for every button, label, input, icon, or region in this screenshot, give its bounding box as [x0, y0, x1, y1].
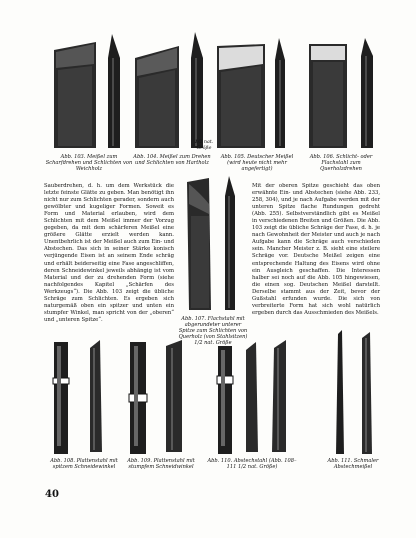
page-number: 40 — [45, 489, 59, 500]
right-text-column — [252, 183, 380, 317]
caption-fig-106: Abb. 106. Schlicht- oder Flachstahl zum Querholzdrehen — [309, 154, 373, 173]
figure-110-illustration — [210, 338, 300, 456]
caption-fig-111: Abb. 111. Schmaler Abstechmeißel — [327, 458, 379, 471]
figure-108-illustration — [48, 338, 114, 456]
figure-107-illustration — [183, 174, 243, 314]
caption-fig-108: Abb. 108. Plattenstahl mit spitzem Schneidewinkel — [50, 458, 118, 471]
figure-111-illustration — [328, 330, 378, 456]
figure-109-illustration — [122, 338, 192, 456]
caption-fig-110: Abb. 110. Abstechstahl (Abb. 108–111 1/2 nat. Größe) — [207, 458, 297, 471]
caption-fig-105: Abb. 105. Deutscher Meißel (wird heute nicht mehr angefertigt) — [220, 154, 294, 173]
caption-fig-104: Abb. 104. Meißel zum Drehen und Schlichten von Hartholz — [133, 154, 211, 167]
caption-fig-103: Abb. 103. Meißel zum Scharfdrehen und Schlichten von Weichholz — [45, 154, 133, 173]
left-column-paragraph: Sauberdrehen, d. h. um dem Werkstück die letzte feinste Glätte zu geben. Man benötigt ihn nicht nur zum Schlichten gerader, sondern auch gewölbter und kugeliger Formen. Soweit es Form und Material erlauben, wird dem Schlichten mit dem Meißel immer der Vorzug gegeben, da mit dem schärferen Meißel eine größere Glätte erzielt werden kann. Unentbehrlich ist der Meißel auch zum Ein- und Abstechen. Das sich in seiner Stärke konisch verjüngende Eisen ist an seinem Ende schräg und erhält beiderseitig eine Fase angeschliffen, deren Schneidewinkel jeweils abhängig ist vom Material und der zu drehenden Form (siehe nachfolgendes Kapitel „Schärfen des Werkzeugs“). Die Abb. 103 zeigt die übliche Schräge zum Schlichten. Es ergeben sich naturgemäß oben ein spitzer und unten ein stumpfer Winkel, man spricht von der „oberen“ und „unteren Spitze“. — [44, 183, 174, 323]
figure-105-illustration — [215, 24, 297, 152]
caption-fig-107: Abb. 107. Flachstahl mit abgerundeter unterer Spitze zum Schlichten von Querholz (von Stahlsitzen) 1/2 nat. Größe — [178, 316, 248, 347]
caption-fig-104-scale: 1/2 nat. Größe — [194, 140, 214, 151]
figure-106-illustration — [305, 24, 385, 152]
left-text-column — [44, 183, 174, 324]
right-column-paragraph: Mit der oberen Spitze geschieht das oben erwähnte Ein- und Abstechen (siehe Abb. 233, 258, 304), und je nach Aufgabe werden mit der unteren Spitze flache Rundungen gedreht (Abb. 255). Selbstverständlich gibt es Meißel in verschiedenen Breiten und Größen. Die Abb. 103 zeigt die übliche Schräge der Fase, d. h. je nach Gewohnheit der Meister und auch je nach Aufgabe kann die Schräge auch verschieden sein. Mancher Meister z. B. sieht eine steilere Schräge vor. Deutsche Meißel zeigen eine entsprechende Haltung des Eisens wird ohne ein Ausgleich geschaffen. Die Interessen halber sei noch auf die Abb. 105 hingewiesen, die einen sog. Deutschen Meißel darstellt. Derselbe stammt aus der Zeit, bevor der Gußstahl erfunden wurde. Die sich von verbreiterte Form hat sich wohl natürlich ergeben durch das Ausschmieden des Meißels. — [252, 183, 380, 316]
caption-fig-109: Abb. 109. Plattenstahl mit stumpfem Schneidwinkel — [127, 458, 195, 471]
figure-104-illustration — [131, 24, 213, 152]
figure-103-illustration — [50, 24, 130, 152]
